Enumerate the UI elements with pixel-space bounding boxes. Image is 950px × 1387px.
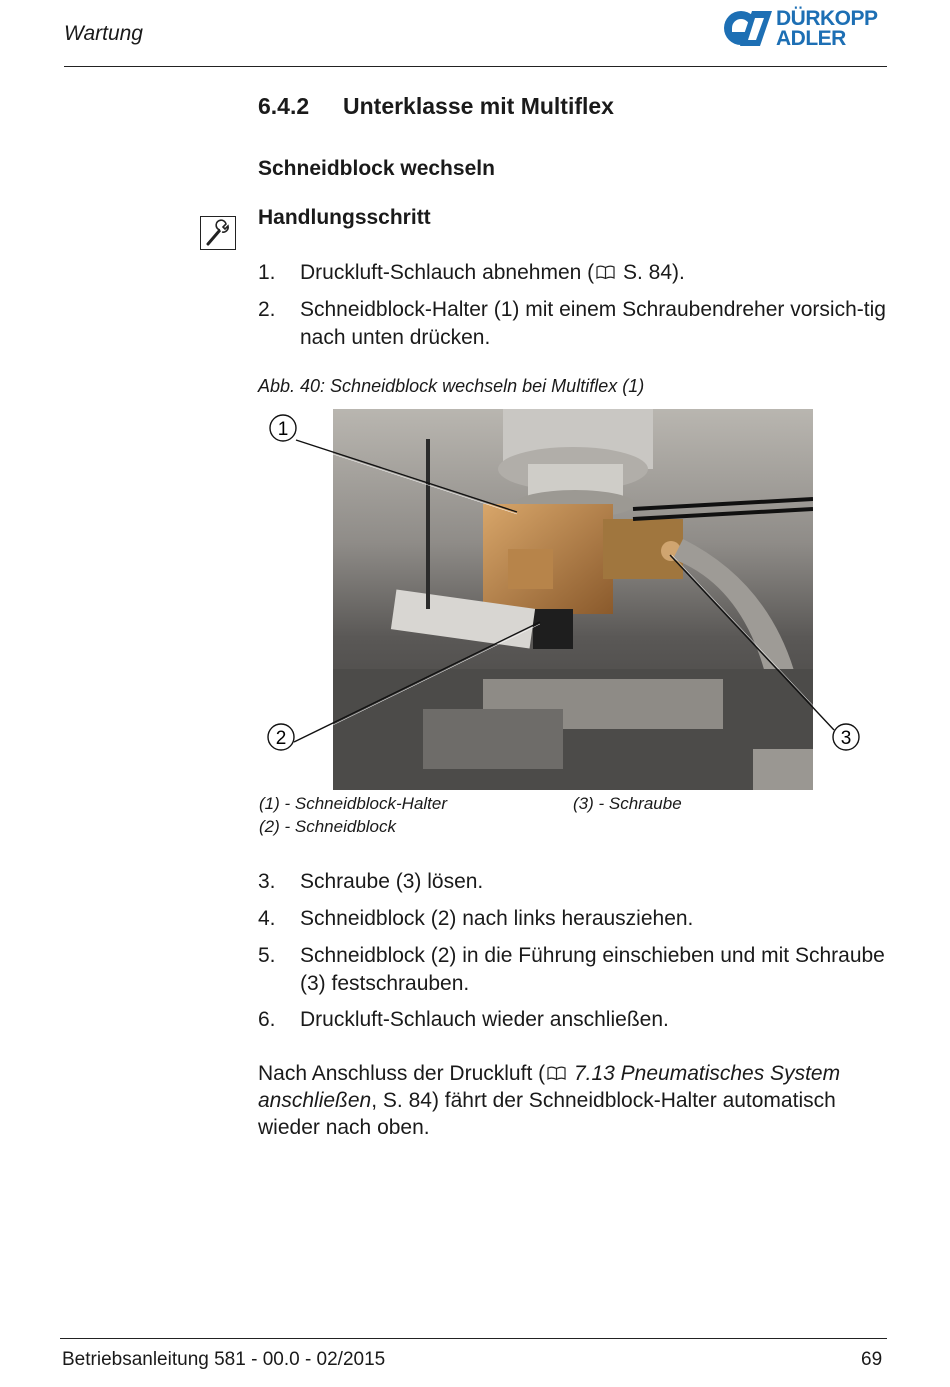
svg-text:3: 3	[840, 728, 852, 749]
steps-heading: Handlungsschritt	[258, 206, 431, 229]
step-text: S. 84).	[617, 261, 685, 284]
step-text: Schneidblock (2) in die Führung einschieben und mit Schraube (3) festschrauben.	[300, 944, 885, 995]
book-icon	[547, 1066, 566, 1081]
figure-caption: Abb. 40: Schneidblock wechseln bei Multiflex (1)	[258, 376, 645, 396]
step-number: 3.	[258, 870, 276, 893]
running-header: Wartung	[64, 22, 143, 45]
subheading: Schneidblock wechseln	[258, 157, 495, 180]
section-title: Unterklasse mit Multiflex	[343, 93, 614, 119]
cross-reference-link[interactable]: 7.13 Pneumatisches System anschließen	[258, 1062, 841, 1112]
step-number: 1.	[258, 261, 276, 284]
section-number: 6.4.2	[258, 93, 310, 119]
paragraph-text: Nach Anschluss der Druckluft (	[258, 1062, 546, 1085]
callout-2	[268, 724, 294, 750]
legend-item-1: (1) - Schneidblock-Halter	[259, 794, 448, 813]
page-number: 69	[861, 1349, 883, 1370]
step-number: 5.	[258, 944, 276, 967]
callout-3	[833, 724, 859, 750]
step-text: Druckluft-Schlauch abnehmen (	[300, 261, 595, 284]
step-text: Schneidblock-Halter (1) mit einem Schraubendreher vorsich-tig nach unten drücken.	[300, 298, 886, 349]
svg-text:2: 2	[275, 728, 287, 749]
paragraph-text: , S. 84) fährt der Schneidblock-Halter automatisch wieder nach oben.	[258, 1089, 836, 1139]
logo-text-line2: ADLER	[776, 27, 846, 50]
step-text: Druckluft-Schlauch wieder anschließen.	[300, 1008, 669, 1031]
step-number: 4.	[258, 907, 276, 930]
footer-document-info: Betriebsanleitung 581 - 00.0 - 02/2015	[62, 1349, 386, 1370]
closing-paragraph	[258, 1060, 898, 1141]
svg-text:1: 1	[277, 419, 289, 440]
footer-rule	[60, 1338, 887, 1339]
step-number: 6.	[258, 1008, 276, 1031]
step-number: 2.	[258, 298, 276, 321]
callout-1	[270, 415, 296, 441]
step-text: Schraube (3) lösen.	[300, 870, 484, 893]
legend-item-3: (3) - Schraube	[573, 794, 682, 813]
legend-item-2: (2) - Schneidblock	[259, 817, 397, 836]
step-text: Schneidblock (2) nach links herausziehen.	[300, 907, 694, 930]
logo-text-line1: DÜRKOPP	[776, 7, 878, 30]
